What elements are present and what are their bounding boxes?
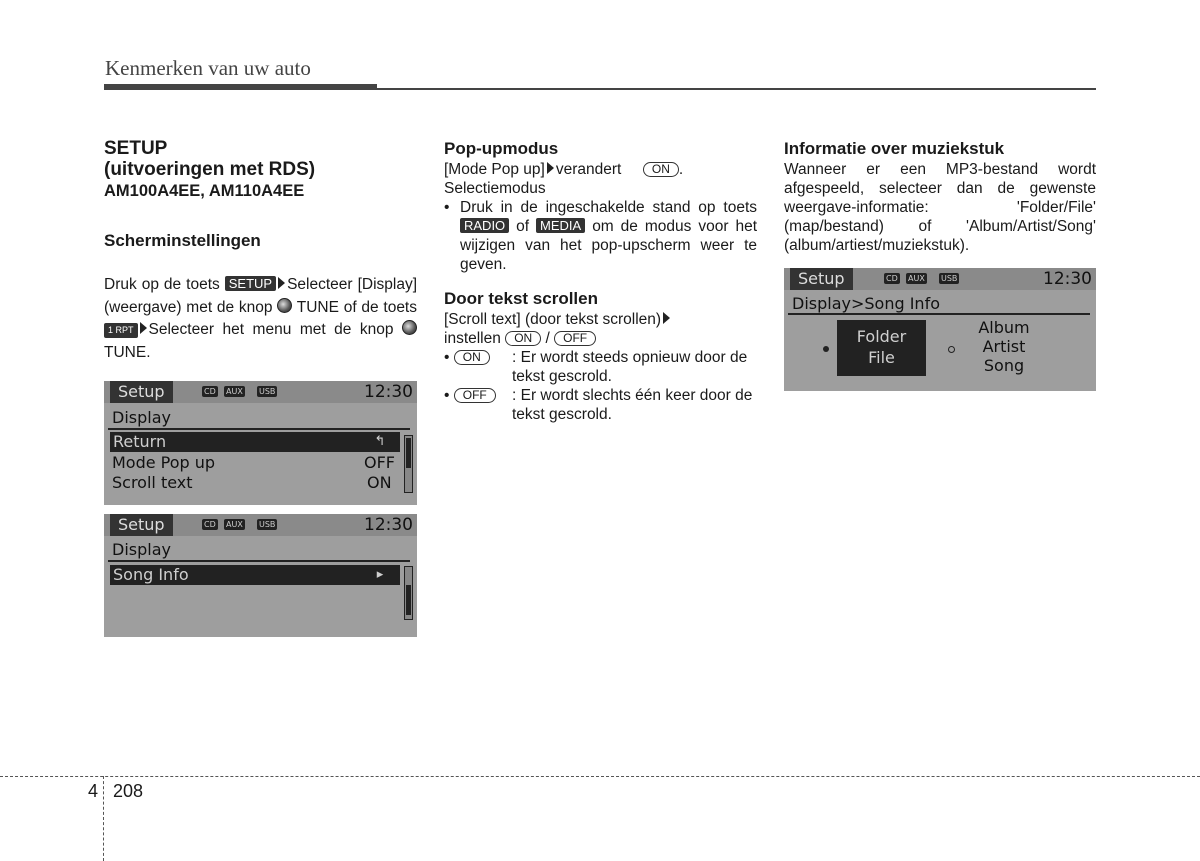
menu-item-return[interactable]: Return xyxy=(110,432,360,452)
text: [Display] (weergave) met de knop xyxy=(104,276,417,316)
breadcrumb: Display xyxy=(112,408,171,427)
setup-key: SETUP xyxy=(225,276,276,291)
column-1 xyxy=(104,138,417,364)
arrow-right-icon xyxy=(278,277,285,289)
column-2 xyxy=(444,138,757,424)
arrow-right-icon xyxy=(547,162,554,174)
scrollbar[interactable] xyxy=(404,566,413,620)
radio-key: RADIO xyxy=(460,218,509,233)
arrow-right-icon: ▸ xyxy=(360,565,400,585)
popup-paragraph xyxy=(444,160,757,198)
section-title: Door tekst scrollen xyxy=(444,289,598,308)
display-screen-song-info xyxy=(104,514,417,637)
clock: 12:30 xyxy=(364,515,413,535)
usb-icon: USB xyxy=(941,274,958,283)
menu-value: OFF xyxy=(364,453,395,472)
section-title: SETUP xyxy=(104,138,168,159)
text: om de modus voor het wijzigen van het pop-upscherm weer te geven. xyxy=(460,218,758,273)
tune-knob-icon xyxy=(402,320,417,335)
header-rule-thin xyxy=(377,88,1096,90)
chapter-number: 4 xyxy=(88,781,99,801)
off-key: OFF xyxy=(554,331,596,346)
cd-icon: CD xyxy=(204,520,216,529)
text: Selecteer xyxy=(287,276,353,293)
screen-tab: Setup xyxy=(110,514,173,536)
menu-item-song-info[interactable]: Song Info xyxy=(110,565,360,585)
rpt-key: 1 RPT xyxy=(104,323,138,338)
option-label: File xyxy=(868,348,895,367)
text: Druk in de ingeschakelde stand op toets xyxy=(460,199,757,216)
list-item: • Druk in de ingeschakelde stand op toets RADIO of MEDIA om de modus voor het wijzigen van het pop-upscherm weer te geven. xyxy=(444,199,758,273)
aux-icon: AUX xyxy=(908,274,925,283)
clock: 12:30 xyxy=(364,382,413,402)
text: instellen xyxy=(444,330,501,347)
off-description: : Er wordt slechts één keer door de tekst gescrold. xyxy=(512,387,753,423)
instruction-paragraph xyxy=(104,274,417,364)
aux-icon: AUX xyxy=(226,520,243,529)
usb-icon: USB xyxy=(259,387,276,396)
menu-item-mode-pop-up[interactable]: Mode Pop up xyxy=(112,453,216,472)
aux-icon: AUX xyxy=(226,387,243,396)
text: . xyxy=(678,161,684,178)
clock: 12:30 xyxy=(1043,269,1092,289)
text: TUNE. xyxy=(104,343,151,361)
list-item: • OFF : Er wordt slechts één keer door de tekst gescrold. xyxy=(444,386,757,424)
section-title-sub: (uitvoeringen met RDS) xyxy=(104,159,316,180)
scrollbar[interactable] xyxy=(404,435,413,493)
text: Selectiemodus xyxy=(444,180,546,197)
text: menu met de knop xyxy=(252,321,394,338)
text: of xyxy=(516,218,530,235)
arrow-right-icon xyxy=(140,322,147,334)
model-codes: AM100A4EE, AM110A4EE xyxy=(104,182,305,200)
option-label: Song xyxy=(983,356,1025,375)
option-label: Folder xyxy=(856,327,907,346)
text: [Scroll text] (door tekst scrollen) xyxy=(444,311,662,328)
option-label: Album xyxy=(978,318,1030,337)
arrow-right-icon xyxy=(663,312,670,324)
media-key: MEDIA xyxy=(536,218,585,233)
screen-tab: Setup xyxy=(110,381,173,403)
section-title: Pop-upmodus xyxy=(444,139,559,158)
cd-icon: CD xyxy=(204,387,216,396)
off-key: OFF xyxy=(454,388,496,403)
footer-rule-vertical xyxy=(103,776,104,861)
display-screen-song-info-options xyxy=(784,268,1096,391)
section-title: Informatie over muziekstuk xyxy=(784,139,1005,158)
text: Selecteer het xyxy=(148,321,245,338)
divider xyxy=(788,313,1090,315)
radio-selected-icon[interactable] xyxy=(823,346,829,352)
running-header: Kenmerken van uw auto xyxy=(105,56,311,80)
text: verandert xyxy=(555,161,622,178)
footer-rule xyxy=(0,776,1200,777)
text: / xyxy=(545,330,550,347)
option-label: Artist xyxy=(982,337,1026,356)
text: TUNE of de toets xyxy=(296,298,417,316)
column-3 xyxy=(784,138,1096,255)
screen-tab: Setup xyxy=(790,268,853,290)
divider xyxy=(108,428,410,430)
subsection-title: Scherminstellingen xyxy=(104,231,261,250)
on-key: ON xyxy=(454,350,490,365)
text: [Mode Pop up] xyxy=(444,161,545,178)
option-album-artist-song[interactable] xyxy=(964,318,1044,375)
page-number: 208 xyxy=(113,781,144,801)
breadcrumb: Display xyxy=(112,540,171,559)
menu-item-scroll-text[interactable]: Scroll text xyxy=(112,473,193,492)
usb-icon: USB xyxy=(259,520,276,529)
cd-icon: CD xyxy=(886,274,898,283)
tune-knob-icon xyxy=(277,298,292,313)
display-screen-setup xyxy=(104,381,417,505)
on-description: : Er wordt steeds opnieuw door de tekst gescrold. xyxy=(512,349,748,385)
scroll-paragraph xyxy=(444,310,757,348)
header-rule xyxy=(104,84,377,90)
menu-value: ON xyxy=(367,473,392,492)
on-key: ON xyxy=(505,331,541,346)
breadcrumb: Display>Song Info xyxy=(792,294,940,313)
list-item: • ON : Er wordt steeds opnieuw door de tekst gescrold. xyxy=(444,348,757,386)
option-folder-file[interactable] xyxy=(837,320,926,376)
text: Druk op de toets xyxy=(104,276,220,293)
radio-unselected-icon[interactable] xyxy=(948,346,955,353)
divider xyxy=(108,560,410,562)
on-key: ON xyxy=(643,162,679,177)
song-info-paragraph: Wanneer er een MP3-bestand wordt afgespeeld, selecteer dan de gewenste weergave-informatie: 'Folder/File' (map/bestand) of 'Album/Artist/Song' (album/artiest/muziekstuk). xyxy=(784,161,1096,254)
return-icon: ↰ xyxy=(360,432,400,452)
